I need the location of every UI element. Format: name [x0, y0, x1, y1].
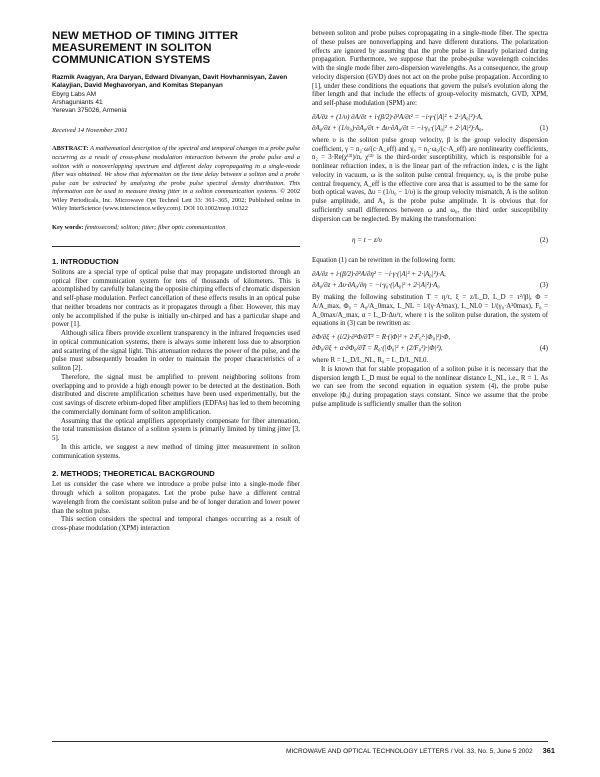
equation-line: ∂Φ₀/∂ξ + α·∂Φ₀/∂T = R₀·(|Φ₀|² + (2/F₀²)·|Φ|²), [312, 344, 443, 352]
divider [52, 246, 300, 247]
paragraph: It is known that for stable propagation of a soliton pulse it is necessary that the dispersion length L_D must be equal to the nonlinear distance L_NL, i.e., R = 1. As we can see from the second equation in equation system (4), the probe pulse envelope |Φ₀| during propagation stays constant. Since we assume that the probe pulse amplitude is sufficiently smaller than the soliton [312, 365, 548, 408]
paragraph: In this article, we suggest a new method of timing jitter measurement in soliton communication systems. [52, 443, 300, 460]
equation-line: ∂Φ/∂ξ + (i/2)·∂²Φ/∂T² = R·(|Φ|² + 2·F₀²·|Φ₀|²)·Φ, [312, 333, 451, 341]
paragraph: Assuming that the optical amplifiers appropriately compensate for fiber attenuation, the total transmission distance of a soliton system is primarily limited by timing jitter [3, 5]. [52, 417, 300, 443]
paragraph: This section considers the spectral and temporal changes occurring as a result of cross-phase modulation (XPM) interaction [52, 516, 300, 533]
right-column [312, 30, 548, 410]
equation-number: (4) [539, 344, 548, 352]
equation-line: η = t − z/υ [352, 236, 382, 245]
paragraph: where υ is the soliton pulse group velocity, β is the group velocity dispersion coefficient, γ = n₂·ω/(c·A_eff) and γ₀ = n₂·ω₀/(c·A_eff) are nonlinearity coefficients, n₂ = 3·Re(χ⁽³⁾)/n, χ⁽³⁾ is the third-order susceptibility, which is responsible for a nonlinear refraction index, n is the linear part of the refraction index, c is the light velocity in vacuum, ω is the soliton pulse central frequency, ω₀ is the probe pulse central frequency, A_eff is the effective core area that is assumed to be the same for both optical waves, Δυ = (1/υ₀ − 1/υ) is the group velocity mismatch, A is the soliton pulse amplitude, and A₀ is the probe pulse amplitude. It is obvious that for sufficiently small differences between ω and ω₀, the third order susceptibility dispersion can be neglected. By making the transformation: [312, 136, 548, 223]
abstract-text: A mathematical description of the spectral and temporal changes in a probe pulse occurring as a result of cross-phase modulation interaction between the probe pulse and a soliton with a nonoverlapping spectrum and different delay copropagating in a single-mode fiber was obtained. We show that information on the time delay between a soliton and a probe pulse can be extracted by analyzing the probe pulse spectral density distribution. This information can be used to measure timing jitter in a soliton communication systems. [52, 145, 300, 196]
equation-4 [312, 333, 548, 353]
paragraph: Solitons are a special type of optical pulse that may propagate undistorted through an optical fiber communication system for tens of thousands of kilometers. This is accomplished by carefully balancing the opposite chirping effects of chromatic dispersion and self-phase modulation. Perfect cancellation of these effects results in an optical pulse that neither broadens nor contracts as it propagates through a fiber. However, this may only be accomplished if the pulse is initially un-chirped and has a particular shape and power [1]. [52, 268, 300, 329]
affiliation-line: Yerevan 375026, Armenia [52, 107, 127, 115]
paragraph: Let us consider the case where we introduce a probe pulse into a single-mode fiber through which a soliton propagates. Let the probe pulse have a different central wavelength from the coexistant soliton pulse and be of longer duration and lower power than the solton pulse. [52, 481, 300, 515]
affiliation-line: Arshaguniants 41 [52, 99, 103, 107]
page-number: 361 [542, 746, 555, 755]
equation-number: (2) [539, 236, 548, 245]
keywords-text: femtosecond; soliton; jitter; fiber optic communication [85, 223, 226, 231]
paragraph: Equation (1) can be rewritten in the following form: [312, 257, 456, 265]
abstract-citation: © 2002 Wiley Periodicals, Inc. Microwave Opt Technol Lett 33: 361–365, 2002; Published online in Wiley InterScience (www.interscience.wiley.com). DOI 10.1002/mop.10322 [52, 188, 301, 213]
equation-line: ∂A/∂z + i·(β/2)·∂²A/∂η² = −i·γ·(|A|² + 2·|A₀|²)·A, [312, 270, 446, 278]
page-footer [285, 746, 555, 755]
equation-1 [312, 113, 548, 133]
abstract [52, 145, 300, 213]
keywords [52, 224, 300, 232]
affiliation-line: Ebyrg Labs AM [52, 90, 97, 98]
equation-line: ∂A₀/∂z + Δυ·∂A₀/∂η = −i·γ₀·(|A₀|² + 2·|A|²)·A₀ [312, 281, 440, 289]
paragraph: Although silica fibers provide excellent transparency in the infrared frequencies used in optical communication systems, there is always some inherent loss due to absorption and scattering of the signal light. This attenuation reduces the power of the pulse, and the pulse must subsequently broaden in order to maintain the proper characteristics of a soliton [2]. [52, 330, 300, 373]
equation-line: ∂A/∂z + (1/υ) ∂A/∂t + i·(β/2)·∂²A/∂t² = −i·γ·(|A|² + 2·|A₀|²)·A, [312, 112, 483, 121]
author-list: Razmik Avagyan, Ara Daryan, Edward Divanyan, Davit Hovhannisyan, Zaven Kalayjian, David Meghavoryan, and Komitas Stepanyan [52, 74, 288, 90]
footer-rule [52, 741, 548, 742]
paragraph: between soliton and probe pulses copropagating in a single-mode fiber. The spectra of these pulses are nonoverlapping and have different durations. The polarization effects are ignored by assuming that the probe pulse is linearly polarized during propagation. Furthermore, we suppose that the probe-pulse wavelength coincides with the single mode fiber zero-dispersion wavelengths. As a consequence, the group velocity dispersion (GVD) does not act on the probe pulse propagation. According to [1], under these conditions the equations that govern the pulse's evolution along the fiber length and that include the effects of group-velocity mismatch, GVD, XPM, and self-phase modulation (SPM) are: [312, 30, 548, 107]
paragraph: By making the following substitution T = η/τ, ξ = z/L_D, L_D = τ²/|β|, Φ = A/A_max, Φ₀ = A₀/A_0max, L_NL = 1/(γ·A²max), L_NL0 = 1/(γ₀·A²0max), F₀ = A_0max/A_max, α = L_D·Δυ/τ, where τ is the soliton pulse duration, the system of equations in (3) can be rewritten as: [312, 294, 548, 328]
left-column [52, 30, 300, 534]
section-heading-introduction: 1. INTRODUCTION [52, 256, 119, 266]
section-heading-methods: 2. METHODS; THEORETICAL BACKGROUND [52, 469, 215, 479]
received-date: Received 14 November 2001 [52, 127, 128, 135]
paragraph: Therefore, the signal must be amplified to prevent neighboring solitons from overlapping and to provide a high enough power to be detected at the destination. Both distributed and discrete amplification schemes have been used experimentally, but the cost savings of discrete erbium-doped fiber amplifiers (EDFAs) has led to them becoming the commercially dominant form of soliton amplification. [52, 373, 300, 416]
equation-2 [312, 236, 548, 245]
equation-number: (1) [539, 123, 548, 132]
paragraph: where R = L_D/L_NL, R₀ = L_D/L_NL0. [312, 357, 429, 364]
article-title: NEW METHOD OF TIMING JITTER MEASUREMENT IN SOLITON COMMUNICATION SYSTEMS [52, 30, 239, 66]
journal-citation: MICROWAVE AND OPTICAL TECHNOLOGY LETTERS / Vol. 33, No. 5, June 5 2002 [286, 748, 533, 755]
equation-line: ∂A₀/∂z + (1/υ₀)·∂A₀/∂t + Δυ·∂A₀/∂t = −i·γ₀·(|A₀|² + 2·|A|²)·A₀, [312, 123, 484, 132]
abstract-label: ABSTRACT: [52, 145, 89, 153]
equation-3 [312, 270, 548, 290]
equation-number: (3) [539, 281, 548, 289]
keywords-label: Key words: [52, 223, 84, 231]
